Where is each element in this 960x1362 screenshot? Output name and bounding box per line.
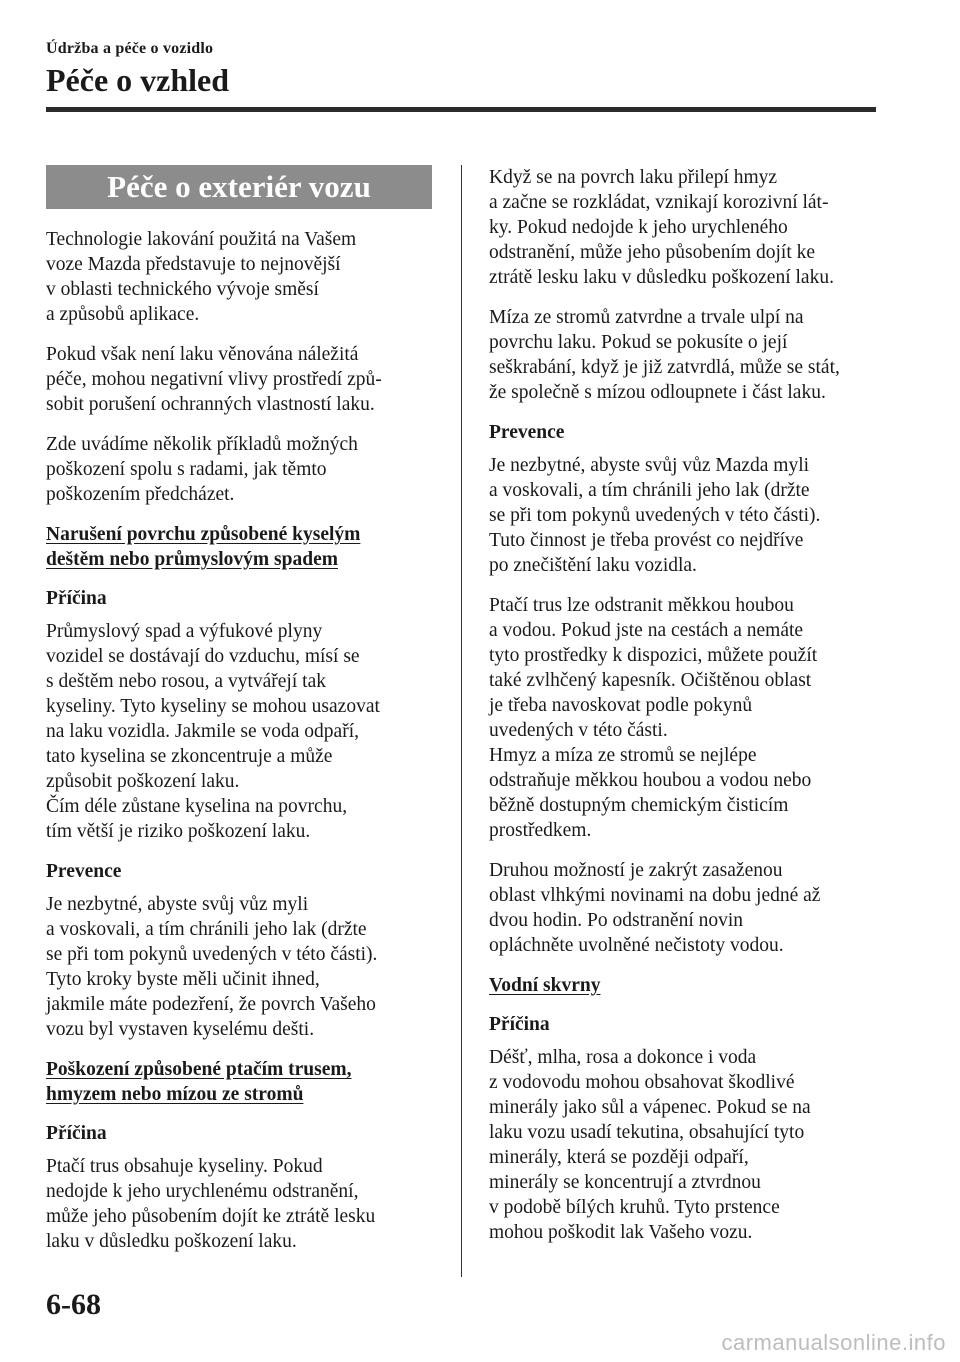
cause-text: Ptačí trus obsahuje kyseliny. Pokud nedojde k jeho urychlenému odstranění, může jeho působením dojít ke ztrátě lesku laku v důsledku poškození laku. <box>46 1156 376 1252</box>
label-cause: Příčina <box>46 1123 107 1144</box>
removal-paragraph: Ptačí trus lze odstranit měkkou houbou a vodou. Pokud jste na cestách a nemáte tyto prostředky k dispozici, můžete použít také zvlhčený kapesník. Očištěnou oblast je třeba navoskovat podle pokynů uvedených v této části. Hmyz a míza ze stromů se nejlépe odstraňuje měkkou houbou a vodou nebo běžně dostupným chemickým čisticím prostředkem. <box>489 595 818 841</box>
prevention-text: Je nezbytné, abyste svůj vůz Mazda myli a voskovali, a tím chránili jeho lak (držte se při tom pokynů uvedených v této části). Tuto činnost je třeba provést co nejdříve po znečištění laku vozidla. <box>489 455 821 576</box>
page-number: 6-68 <box>46 1288 101 1321</box>
breadcrumb: Údržba a péče o vozidlo <box>46 40 214 57</box>
care-paragraph: Pokud však není laku věnována náležitá péče, mohou negativní vlivy prostředí způ- sobit porušení ochranných vlastností laku. <box>46 344 382 415</box>
tree-sap-paragraph: Míza ze stromů zatvrdne a trvale ulpí na povrchu laku. Pokud se pokusíte o její seškrabání, když je již zatvrdlá, může se stát, že společně s mízou odloupnete i část laku. <box>489 307 840 403</box>
intro-paragraph: Technologie lakování použitá na Vašem voze Mazda představuje to nejnovější v oblasti technického vývoje směsí a způsobů aplikace. <box>46 229 357 325</box>
prevention-text: Je nezbytné, abyste svůj vůz myli a voskovali, a tím chránili jeho lak (držte se při tom pokynů uvedených v této části). Tyto kroky byste měli učinit ihned, jakmile máte podezření, že povrch Vašeho vozu byl vystaven kyselému dešti. <box>46 894 378 1040</box>
column-divider <box>461 165 462 1277</box>
cause-text: Průmyslový spad a výfukové plyny vozidel se dostávají do vzduchu, mísí se s deštěm nebo rosou, a vytvářejí tak kyseliny. Tyto kyseliny se mohou usazovat na laku vozidla. Jakmile se voda odpaří, tato kyselina se zkoncentruje a může způsobit poškození laku. Čím déle zůstane kyselina na povrchu, tím větší je riziko poškození laku. <box>46 621 380 842</box>
title-rule <box>46 107 876 112</box>
examples-paragraph: Zde uvádíme několik příkladů možných poškození spolu s radami, jak těmto poškozením předcházet. <box>46 434 358 505</box>
label-cause: Příčina <box>46 588 107 609</box>
newspaper-paragraph: Druhou možností je zakrýt zasaženou oblast vlhkými novinami na dobu jedné až dvou hodin. Po odstranění novin opláchněte uvolněné nečistoty vodou. <box>489 860 821 956</box>
left-column <box>46 165 432 1269</box>
subheading-bird-droppings: Poškození způsobené ptačím trusem, hmyzem nebo mízou ze stromů <box>46 1059 352 1105</box>
cause-text: Déšť, mlha, rosa a dokonce i voda z vodovodu mohou obsahovat škodlivé minerály jako sůl a vápenec. Pokud se na laku vozu usadí tekutina, obsahující tyto minerály, která se později odpaří, minerály se koncentrují a ztvrdnou v podobě bílých kruhů. Tyto prstence mohou poškodit lak Vašeho vozu. <box>489 1047 811 1243</box>
watermark: carmanualsonline.info <box>721 1330 946 1355</box>
section-banner: Péče o exteriér vozu <box>46 165 432 209</box>
subheading-acid-rain: Narušení povrchu způsobené kyselým deštěm nebo průmyslovým spadem <box>46 524 361 570</box>
subheading-water-spots: Vodní skvrny <box>489 975 601 996</box>
insects-paragraph: Když se na povrch laku přilepí hmyz a začne se rozkládat, vznikají korozivní lát- ky. Pokud nedojde k jeho urychleného odstranění, může jeho působením dojít ke ztrátě lesku laku v důsledku poškození laku. <box>489 167 834 288</box>
label-prevention: Prevence <box>46 861 122 882</box>
label-cause: Příčina <box>489 1014 550 1035</box>
right-column <box>489 165 875 1260</box>
label-prevention: Prevence <box>489 422 565 443</box>
page-title: Péče o vzhled <box>46 62 230 98</box>
